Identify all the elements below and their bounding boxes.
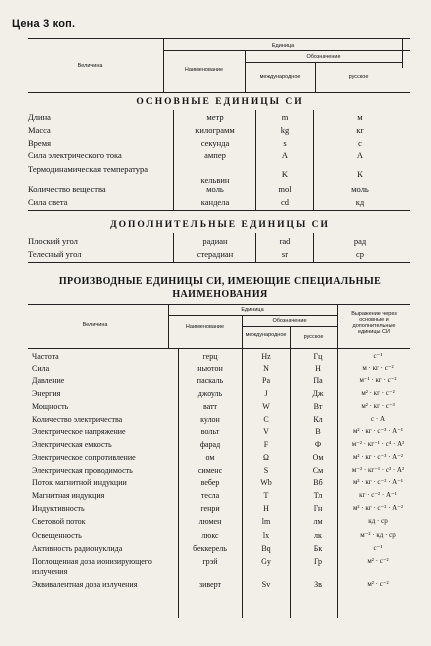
- unit-intl: N: [263, 364, 269, 373]
- unit-name: сименс: [197, 466, 223, 475]
- unit-intl: V: [263, 427, 269, 436]
- quantity-name: Время: [28, 138, 51, 148]
- quantity-name: Электрическое сопротивление: [32, 453, 136, 462]
- derived-row: [32, 364, 412, 375]
- quantity-name: Активность радионуклида: [32, 544, 123, 553]
- unit-expression: кг · с⁻² · А⁻¹: [359, 491, 397, 499]
- unit-name: кандела: [200, 197, 230, 207]
- unit-expression: м² · кг · с⁻²: [361, 389, 395, 397]
- header-designation: Обозначение: [306, 54, 341, 60]
- unit-rus: рад: [353, 236, 367, 246]
- unit-name: кулон: [200, 415, 220, 424]
- quantity-name: Электрическая емкость: [32, 440, 112, 449]
- unit-rus: См: [312, 466, 324, 475]
- unit-name: метр: [206, 112, 224, 122]
- table3-rule: [168, 315, 337, 316]
- unit-rus: моль: [351, 184, 369, 194]
- unit-rus: Тл: [313, 491, 323, 500]
- derived-row: [32, 517, 412, 528]
- unit-intl: Ω: [263, 453, 269, 462]
- unit-intl: lm: [261, 517, 271, 526]
- quantity-name: Сила света: [28, 197, 68, 207]
- header-unit-name: Наименование: [184, 67, 224, 73]
- unit-name: вебер: [200, 478, 220, 487]
- quantity-name: Давление: [32, 376, 65, 385]
- header-russian: русское: [303, 334, 324, 340]
- unit-rus: Бк: [313, 544, 323, 553]
- derived-row: [32, 402, 412, 413]
- unit-expression: м⁻² · кд · ср: [360, 531, 396, 539]
- derived-row: [32, 544, 412, 555]
- unit-name: ватт: [202, 402, 217, 411]
- unit-name: зиверт: [198, 580, 222, 589]
- unit-rus: ср: [355, 249, 365, 259]
- quantity-name: Сила электрического тока: [28, 150, 122, 160]
- unit-intl: s: [283, 138, 287, 148]
- unit-expression: м² · кг · с⁻³ · А⁻¹: [352, 427, 404, 435]
- unit-name: паскаль: [196, 376, 224, 385]
- header-russian: русское: [348, 74, 369, 80]
- quantity-name: Количество вещества: [28, 184, 106, 194]
- quantity-name: Освещенность: [32, 531, 82, 540]
- section-derived-title-line2: НАИМЕНОВАНИЯ: [172, 289, 268, 300]
- unit-intl: rad: [279, 236, 291, 246]
- unit-intl: Bq: [261, 544, 271, 553]
- unit-intl: S: [263, 466, 269, 475]
- derived-row: [32, 453, 412, 464]
- derived-row: [32, 415, 412, 426]
- supp-row: [28, 236, 408, 248]
- unit-name: стерадиан: [196, 249, 234, 259]
- derived-row: [32, 352, 412, 363]
- unit-intl: sr: [281, 249, 289, 259]
- unit-rus: Па: [313, 376, 323, 385]
- quantity-name: Магнитная индукция: [32, 491, 105, 500]
- table3-divider: [337, 304, 338, 348]
- unit-expression: с⁻¹: [373, 544, 383, 552]
- derived-row: [32, 580, 412, 591]
- derived-row: [32, 491, 412, 502]
- header-expression: Выражение через основные и дополнительные единицы СИ: [351, 311, 397, 335]
- unit-intl: Pa: [262, 376, 270, 385]
- basic-row: [28, 164, 408, 186]
- quantity-name: Индуктивность: [32, 504, 85, 513]
- unit-name: моль: [206, 184, 224, 194]
- quantity-name: Количество электричества: [32, 415, 123, 424]
- unit-intl: Hz: [261, 352, 271, 361]
- unit-rus: кд: [355, 197, 365, 207]
- unit-name: люмен: [198, 517, 222, 526]
- unit-rus: кг: [356, 125, 364, 135]
- section-basic-title: ОСНОВНЫЕ ЕДИНИЦЫ СИ: [136, 97, 304, 107]
- quantity-name: Масса: [28, 125, 51, 135]
- quantity-name: Эквивалентная доза излучения: [32, 580, 138, 589]
- unit-intl: J: [264, 389, 268, 398]
- unit-name: генри: [200, 504, 220, 513]
- unit-name: ньютон: [197, 364, 223, 373]
- basic-row: [28, 150, 408, 162]
- unit-expression: м² · кг · с⁻² · А⁻¹: [352, 478, 404, 486]
- unit-rus: Вт: [313, 402, 323, 411]
- unit-intl: Sv: [261, 580, 271, 589]
- unit-rus: Зв: [314, 580, 322, 589]
- section-supplementary-title: ДОПОЛНИТЕЛЬНЫЕ ЕДИНИЦЫ СИ: [110, 220, 330, 230]
- unit-name: ом: [205, 453, 215, 462]
- unit-name: ампер: [204, 150, 226, 160]
- unit-name: беккерель: [193, 544, 227, 553]
- header-unit: Единица: [271, 43, 295, 49]
- unit-rus: В: [315, 427, 321, 436]
- unit-rus: м: [357, 112, 363, 122]
- header-unit: Единица: [241, 307, 264, 313]
- quantity-name: Частота: [32, 352, 59, 361]
- unit-intl: C: [263, 415, 269, 424]
- unit-name: вольт: [200, 427, 220, 436]
- table3-rule: [242, 326, 337, 327]
- unit-name: радиан: [202, 236, 228, 246]
- unit-expression: м² · кг · с⁻³: [361, 402, 395, 410]
- supp-bottom-rule: [28, 262, 410, 263]
- table1-rule: [163, 50, 410, 51]
- table3-header-bottom: [28, 348, 410, 349]
- unit-name: килограмм: [195, 125, 235, 135]
- supp-row: [28, 249, 408, 261]
- unit-intl: F: [263, 440, 269, 449]
- quantity-name: Длина: [28, 112, 51, 122]
- unit-rus: лм: [313, 517, 323, 526]
- basic-row: [28, 125, 408, 137]
- derived-row: [32, 440, 412, 451]
- quantity-name: Световой поток: [32, 517, 86, 526]
- unit-expression: м · кг · с⁻²: [362, 364, 394, 372]
- derived-row: [32, 478, 412, 489]
- quantity-name: Плоский угол: [28, 236, 78, 246]
- unit-name: тесла: [200, 491, 220, 500]
- unit-rus: с: [358, 138, 362, 148]
- unit-rus: А: [356, 150, 364, 160]
- unit-name: секунда: [200, 138, 230, 148]
- unit-expression: с⁻¹: [373, 352, 383, 360]
- unit-rus: Вб: [313, 478, 323, 487]
- derived-row: [32, 504, 412, 515]
- unit-intl: mol: [278, 184, 292, 194]
- table1-top-rule: [28, 38, 410, 39]
- unit-rus: Кл: [313, 415, 323, 424]
- basic-row: [28, 112, 408, 124]
- unit-intl: A: [281, 150, 289, 160]
- derived-row: [32, 389, 412, 400]
- unit-intl: T: [263, 491, 269, 500]
- unit-expression: кд · ср: [368, 517, 388, 525]
- unit-name: герц: [202, 352, 218, 361]
- unit-intl: Gy: [261, 557, 271, 566]
- unit-rus: Ом: [312, 453, 324, 462]
- section-derived-title: ПРОИЗВОДНЫЕ ЕДИНИЦЫ СИ, ИМЕЮЩИЕ СПЕЦИАЛЬНЫЕ: [58, 276, 382, 287]
- derived-row: [32, 557, 412, 579]
- quantity-name: Электрическая проводимость: [32, 466, 133, 475]
- derived-row: [32, 427, 412, 438]
- basic-bottom-rule: [28, 210, 410, 211]
- unit-rus: Н: [315, 364, 321, 373]
- unit-name: грэй: [202, 557, 218, 566]
- unit-expression: м² · кг · с⁻³ · А⁻²: [352, 453, 404, 461]
- unit-intl: W: [262, 402, 270, 411]
- unit-name: фарад: [199, 440, 221, 449]
- quantity-name: Сила: [32, 364, 50, 373]
- unit-expression: м² · кг · с⁻² · А⁻²: [352, 504, 404, 512]
- unit-intl: m: [281, 112, 289, 122]
- quantity-name: Поглощенная доза ионизирующего излучения: [32, 557, 152, 576]
- unit-name: джоуль: [197, 389, 223, 398]
- header-international: международное: [245, 332, 287, 338]
- quantity-name: Поток магнитной индукции: [32, 478, 127, 487]
- unit-name: кельвин: [200, 175, 230, 185]
- unit-expression: м⁻² · кг⁻¹ · с³ · А²: [351, 466, 405, 474]
- unit-expression: м⁻¹ · кг · с⁻²: [359, 376, 397, 384]
- header-unit-name: Наименование: [185, 324, 225, 330]
- basic-row: [28, 197, 408, 209]
- basic-row: [28, 138, 408, 150]
- unit-rus: Дж: [312, 389, 324, 398]
- header-quantity: Величина: [82, 322, 108, 328]
- unit-intl: kg: [280, 125, 290, 135]
- unit-rus: К: [357, 169, 363, 179]
- header-designation: Обозначение: [272, 318, 307, 324]
- derived-row: [32, 466, 412, 477]
- unit-intl: cd: [280, 197, 290, 207]
- unit-intl: lx: [262, 531, 270, 540]
- unit-intl: Wb: [260, 478, 272, 487]
- unit-rus: лк: [314, 531, 322, 540]
- header-international: международное: [259, 74, 301, 80]
- unit-intl: H: [263, 504, 269, 513]
- unit-rus: Гн: [313, 504, 323, 513]
- unit-rus: Гц: [313, 352, 323, 361]
- price-label: Цена 3 коп.: [12, 18, 76, 30]
- header-quantity: Величина: [77, 63, 103, 69]
- unit-expression: м² · с⁻²: [367, 557, 389, 565]
- unit-name: люкс: [201, 531, 219, 540]
- quantity-name: Электрическое напряжение: [32, 427, 126, 436]
- derived-row: [32, 376, 412, 387]
- quantity-name: Термодинамическая температура: [28, 164, 148, 174]
- unit-expression: м⁻² · кг⁻¹ · с⁴ · А²: [351, 440, 405, 448]
- table1-header-bottom: [28, 92, 410, 93]
- table3-top-rule: [28, 304, 410, 305]
- unit-rus: Гр: [313, 557, 323, 566]
- quantity-name: Энергия: [32, 389, 61, 398]
- quantity-name: Мощность: [32, 402, 69, 411]
- unit-expression: м² · с⁻²: [367, 580, 389, 588]
- unit-rus: Ф: [314, 440, 322, 449]
- derived-row: [32, 531, 412, 542]
- unit-intl: K: [281, 169, 289, 179]
- basic-row: [28, 184, 408, 196]
- table1-rule: [245, 62, 402, 63]
- unit-expression: с · А: [371, 415, 385, 423]
- quantity-name: Телесный угол: [28, 249, 82, 259]
